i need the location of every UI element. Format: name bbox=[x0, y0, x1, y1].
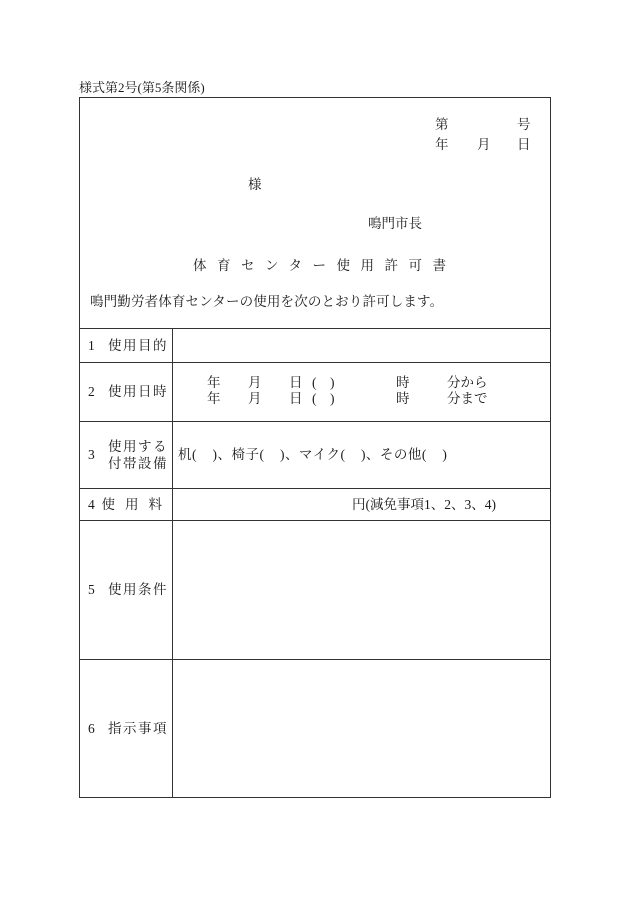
row-number: 5 bbox=[88, 582, 95, 597]
usage-datetime-value-cell bbox=[173, 363, 550, 421]
end-weekday-parens: ( ) bbox=[312, 391, 335, 406]
row-label-cell bbox=[80, 489, 173, 520]
row-purpose bbox=[80, 328, 550, 362]
row-label: 使用日時 bbox=[108, 384, 168, 399]
row-equipment bbox=[80, 421, 550, 488]
permit-number-prefix: 第 bbox=[435, 117, 449, 132]
row-conditions bbox=[80, 520, 550, 659]
row-label-line: 付帯設備 bbox=[108, 456, 168, 471]
end-day-label: 日 bbox=[289, 391, 303, 406]
end-month-label: 月 bbox=[248, 391, 262, 406]
fee-value-cell bbox=[173, 489, 550, 520]
start-month-label: 月 bbox=[248, 375, 262, 390]
permit-statement: 鳴門勤労者体育センターの使用を次のとおり許可します。 bbox=[90, 294, 444, 309]
row-usage-datetime bbox=[80, 362, 550, 421]
row-label bbox=[108, 438, 168, 472]
end-year-label: 年 bbox=[207, 391, 221, 406]
end-hour-label: 時 bbox=[396, 391, 410, 406]
start-year-label: 年 bbox=[207, 375, 221, 390]
row-number: 3 bbox=[88, 447, 95, 462]
row-number: 4 bbox=[88, 496, 95, 512]
start-hour-label: 時 bbox=[396, 375, 410, 390]
addressee-honorific: 様 bbox=[248, 177, 262, 192]
permit-form bbox=[79, 97, 551, 798]
start-minute-label: 分から bbox=[447, 375, 488, 390]
purpose-value-cell bbox=[173, 329, 550, 362]
date-year-label: 年 bbox=[435, 137, 449, 152]
row-label: 指示事項 bbox=[108, 720, 168, 736]
start-day-label: 日 bbox=[289, 375, 303, 390]
end-minute-label: 分まで bbox=[447, 391, 488, 406]
permit-number-suffix: 号 bbox=[517, 117, 531, 132]
row-label: 使用目的 bbox=[108, 337, 168, 353]
row-label-cell bbox=[80, 521, 173, 659]
row-label-cell bbox=[80, 329, 173, 362]
row-number: 6 bbox=[88, 720, 95, 736]
document-title: 体育センター使用許可書 bbox=[193, 258, 457, 273]
row-label: 使用料 bbox=[101, 496, 172, 512]
row-instructions bbox=[80, 659, 550, 797]
row-label-cell bbox=[80, 363, 173, 421]
equipment-value-cell bbox=[173, 422, 550, 488]
date-day-label: 日 bbox=[517, 137, 531, 152]
row-label-cell bbox=[80, 660, 173, 797]
row-number: 2 bbox=[88, 384, 95, 399]
fee-exemption-text: 円(減免事項1、2、3、4) bbox=[352, 496, 496, 512]
row-number: 1 bbox=[88, 337, 95, 353]
row-fee bbox=[80, 488, 550, 520]
equipment-list: 机( )、椅子( )、マイク( )、その他( ) bbox=[178, 447, 448, 462]
row-label-cell bbox=[80, 422, 173, 488]
instructions-value-cell bbox=[173, 660, 550, 797]
issuer-name: 鳴門市長 bbox=[368, 216, 422, 231]
row-label-line: 使用する bbox=[108, 439, 168, 454]
date-month-label: 月 bbox=[477, 137, 491, 152]
start-weekday-parens: ( ) bbox=[312, 375, 335, 390]
form-number-caption: 様式第2号(第5条関係) bbox=[79, 80, 205, 95]
conditions-value-cell bbox=[173, 521, 550, 659]
row-label: 使用条件 bbox=[108, 582, 168, 597]
